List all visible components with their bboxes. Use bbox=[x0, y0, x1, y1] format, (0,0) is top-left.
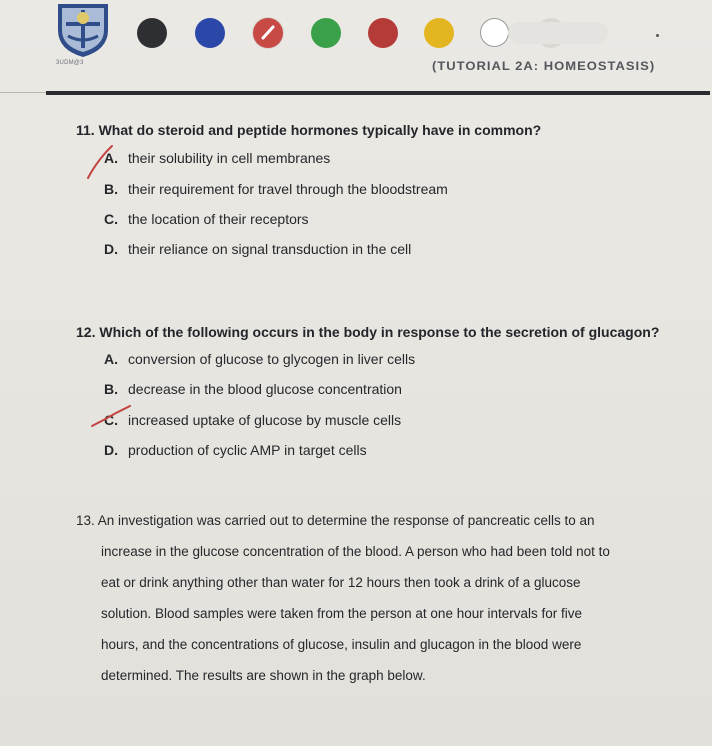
option-letter: B. bbox=[104, 181, 118, 197]
question-13-line-6: determined. The results are shown in the graph below. bbox=[101, 668, 426, 683]
option-text: their solubility in cell membranes bbox=[128, 150, 331, 166]
option-letter: C. bbox=[104, 211, 118, 227]
color-yellow-button[interactable] bbox=[424, 18, 454, 48]
option-letter: A. bbox=[104, 150, 118, 166]
question-13-line-2: increase in the glucose concentration of the blood. A person who had been told not to bbox=[101, 544, 610, 559]
question-13-line-1: 13. An investigation was carried out to determine the response of pancreatic cells to an bbox=[76, 513, 595, 528]
option-letter: A. bbox=[104, 351, 118, 367]
pen-icon bbox=[253, 18, 283, 48]
color-black-button[interactable] bbox=[137, 18, 167, 48]
logo-caption: 3UDM@3 bbox=[56, 60, 84, 66]
question-11-stem: 11. What do steroid and peptide hormones typically have in common? bbox=[76, 122, 542, 138]
color-darkred-button[interactable] bbox=[368, 18, 398, 48]
option-text: increased uptake of glucose by muscle cells bbox=[128, 412, 402, 428]
header-divider bbox=[46, 91, 710, 95]
question-13-line-3: eat or drink anything other than water for 12 hours then took a drink of a glucose bbox=[101, 575, 581, 590]
question-11-option-a[interactable] bbox=[104, 150, 330, 166]
divider-left bbox=[0, 92, 46, 93]
question-11-option-d[interactable] bbox=[104, 241, 411, 257]
university-crest-logo bbox=[52, 0, 114, 58]
option-letter: C. bbox=[104, 412, 118, 428]
question-11-option-c[interactable] bbox=[104, 211, 309, 227]
stroke-width-slider[interactable] bbox=[508, 18, 608, 48]
page-title: (TUTORIAL 2A: HOMEOSTASIS) bbox=[432, 58, 656, 73]
option-text: production of cyclic AMP in target cells bbox=[128, 442, 367, 458]
menu-dot-icon[interactable] bbox=[656, 34, 659, 37]
option-text: the location of their receptors bbox=[128, 211, 309, 227]
option-letter: B. bbox=[104, 381, 118, 397]
color-white-button[interactable] bbox=[480, 18, 509, 47]
option-letter: D. bbox=[104, 241, 118, 257]
question-11-option-b[interactable] bbox=[104, 181, 448, 197]
option-letter: D. bbox=[104, 442, 118, 458]
option-text: their requirement for travel through the bloodstream bbox=[128, 181, 448, 197]
question-12-option-c[interactable] bbox=[104, 412, 401, 428]
option-text: their reliance on signal transduction in the cell bbox=[128, 241, 412, 257]
question-12-option-a[interactable] bbox=[104, 351, 415, 367]
color-blue-button[interactable] bbox=[195, 18, 225, 48]
color-red-selected-button[interactable] bbox=[253, 18, 283, 48]
color-green-button[interactable] bbox=[311, 18, 341, 48]
option-text: decrease in the blood glucose concentration bbox=[128, 381, 402, 397]
question-12-option-b[interactable] bbox=[104, 381, 402, 397]
question-13-line-5: hours, and the concentrations of glucose, insulin and glucagon in the blood were bbox=[101, 637, 582, 652]
option-text: conversion of glucose to glycogen in liver cells bbox=[128, 351, 416, 367]
question-12-stem: 12. Which of the following occurs in the body in response to the secretion of glucagon? bbox=[76, 324, 660, 340]
question-13-line-4: solution. Blood samples were taken from the person at one hour intervals for five bbox=[101, 606, 583, 621]
question-12-option-d[interactable] bbox=[104, 442, 367, 458]
